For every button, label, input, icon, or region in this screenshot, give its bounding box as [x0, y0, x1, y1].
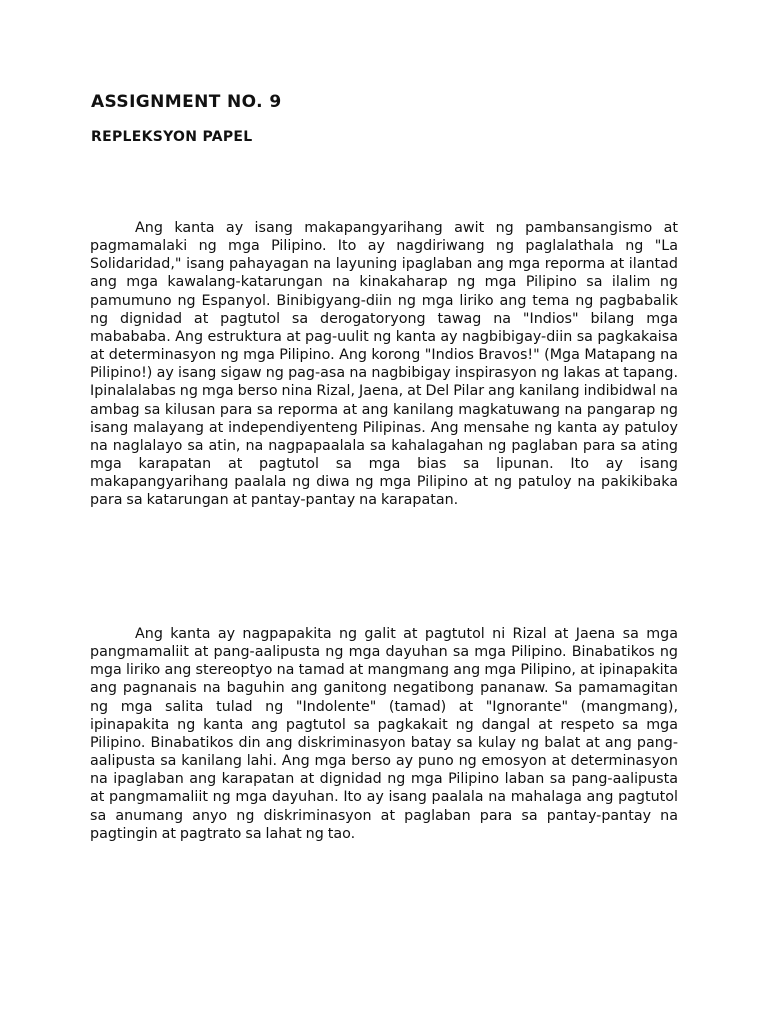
document-title: ASSIGNMENT NO. 9 [91, 92, 282, 112]
paragraph-2: Ang kanta ay nagpapakita ng galit at pagtutol ni Rizal at Jaena sa mga pangmamaliit at pang-aalipusta ng mga dayuhan sa mga Pilipino. Binabatikos ng mga liriko ang stereoptyo na tamad at mangmang ang mga Pilipino, at ipinapakita ang pagnanais na baguhin ang ganitong negatibong pananaw. Sa pamamagitan ng mga salita tulad ng "Indolente" (tamad) at "Ignorante" (mangmang), ipinapakita ng kanta ang pagtutol sa pagkakait ng dangal at respeto sa mga Pilipino. Binabatikos din ang diskriminasyon batay sa kulay ng balat at ang pang-aalipusta sa kanilang lahi. Ang mga berso ay puno ng emosyon at determinasyon na ipaglaban ang karapatan at dignidad ng mga Pilipino laban sa pang-aalipusta at pangmamaliit ng mga dayuhan. Ito ay isang paalala na mahalaga ang pagtutol sa anumang anyo ng diskriminasyon at paglaban para sa pantay-pantay na pagtingin at pagtrato sa lahat ng tao. [90, 626, 678, 842]
paragraph-1: Ang kanta ay isang makapangyarihang awit ng pambansangismo at pagmamalaki ng mga Pilipino. Ito ay nagdiriwang ng paglalathala ng "La Solidaridad," isang pahayagan na layuning ipaglaban ang mga reporma at ilantad ang mga kawalang-katarungan na kinakaharap ng mga Pilipino sa ilalim ng pamumuno ng Espanyol. Binibigyang-diin ng mga liriko ang tema ng pagbabalik ng dignidad at pagtutol sa derogatoryong tawag na "Indios" bilang mga mabababa. Ang estruktura at pag-uulit ng kanta ay nagbibigay-diin sa pagkakaisa at determinasyon ng mga Pilipino. Ang korong "Indios Bravos!" (Mga Matapang na Pilipino!) ay isang sigaw ng pag-asa na nagbibigay inspirasyon ng lakas at tapang. Ipinalalabas ng mga berso nina Rizal, Jaena, at Del Pilar ang kanilang indibidwal na ambag sa kilusan para sa reporma at ang kanilang magkatuwang na pangarap ng isang malayang at independiyenteng Pilipinas. Ang mensahe ng kanta ay patuloy na naglalayo sa atin, na nagpapaalala sa kahalagahan ng paglaban para sa ating mga karapatan at pagtutol sa mga bias sa lipunan. Ito ay isang makapangyarihang paalala ng diwa ng mga Pilipino at ng patuloy na pakikibaka para sa katarungan at pantay-pantay na karapatan. [90, 220, 678, 509]
document-subtitle: REPLEKSYON PAPEL [91, 129, 253, 145]
